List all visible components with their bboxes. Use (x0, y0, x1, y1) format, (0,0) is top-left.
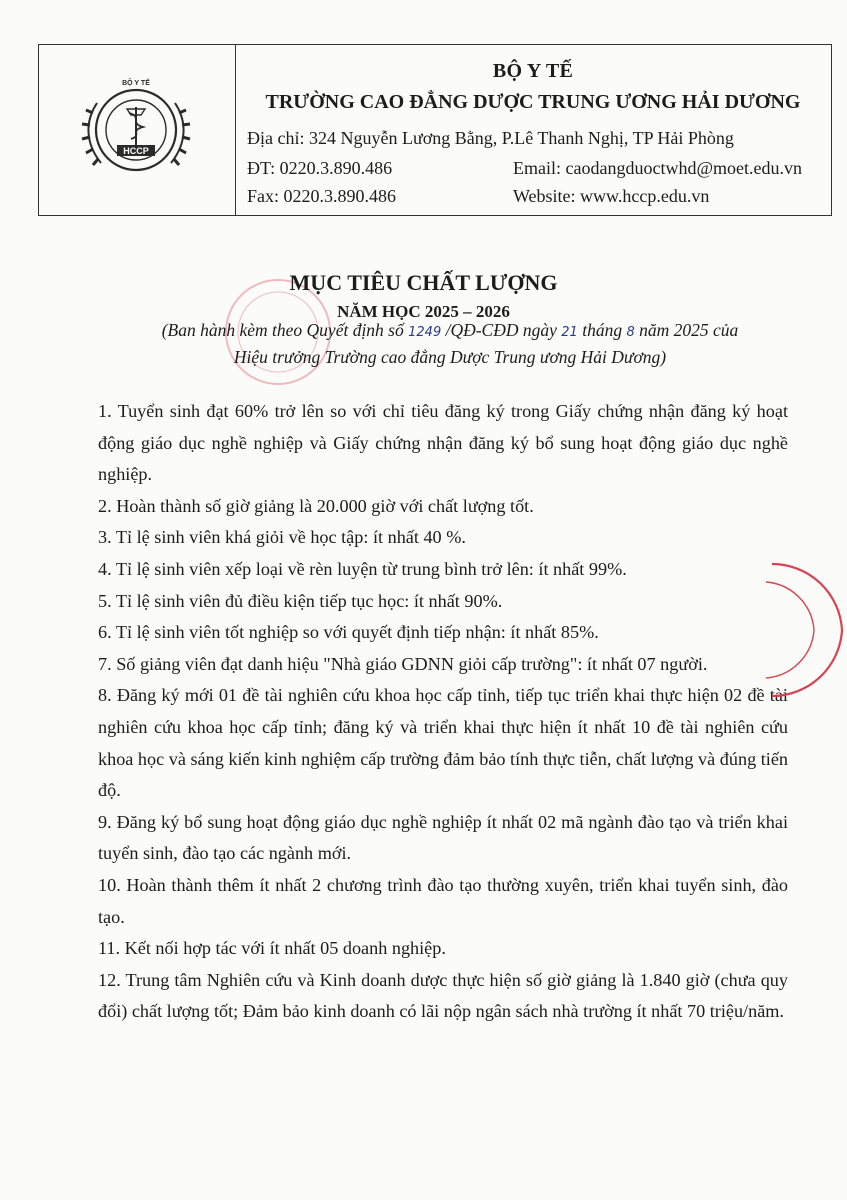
list-item: 2. Hoàn thành số giờ giảng là 20.000 giờ với chất lượng tốt. (98, 495, 534, 516)
website: Website: www.hccp.edu.vn (513, 186, 710, 206)
issuance-line-1 (110, 318, 790, 345)
decision-number: 1249 (408, 325, 442, 340)
document-title: MỤC TIÊU CHẤT LƯỢNG (289, 270, 558, 295)
list-item: 11. Kết nối hợp tác với ít nhất 05 doanh nghiệp. (98, 938, 446, 959)
decision-day: 21 (561, 325, 578, 340)
list-item: 7. Số giảng viên đạt danh hiệu "Nhà giáo GDNN giỏi cấp trường": ít nhất 07 người. (98, 653, 708, 674)
fax: Fax: 0220.3.890.486 (247, 186, 397, 206)
issuance-note (110, 318, 790, 369)
logo-abbr: HCCP (123, 146, 149, 156)
list-item: 6. Tỉ lệ sinh viên tốt nghiệp so với quyết định tiếp nhận: ít nhất 85%. (98, 622, 599, 643)
issued-text-d: năm 2025 của (634, 320, 739, 340)
issued-text-b: /QĐ-CĐD ngày (441, 320, 562, 340)
address: Địa chỉ: 324 Nguyễn Lương Bằng, P.Lê Thanh Nghị, TP Hải Phòng (247, 128, 734, 148)
list-item: 3. Tỉ lệ sinh viên khá giỏi về học tập: ít nhất 40 %. (98, 527, 466, 548)
list-item: 12. Trung tâm Nghiên cứu và Kinh doanh dược thực hiện số giờ giảng là 1.840 giờ (chưa quy đổi) chất lượng tốt; Đảm bảo kinh doanh có lãi nộp ngân sách nhà trường ít nhất 70 triệu/năm. (98, 969, 788, 1022)
decision-month: 8 (626, 325, 635, 340)
list-item: 8. Đăng ký mới 01 đề tài nghiên cứu khoa học cấp tỉnh, tiếp tục triển khai thực hiện 02 đề tài nghiên cứu khoa học cấp tỉnh; đăng ký và triển khai thực hiện ít nhất 10 đề tài nghiên cứu khoa học và sáng kiến kinh nghiệm cấp trường đảm bảo tính thực tiễn, chất lượng và đúng tiến độ. (98, 685, 788, 801)
list-item: 10. Hoàn thành thêm ít nhất 2 chương trình đào tạo thường xuyên, triển khai tuyển sinh, đào tạo. (98, 874, 788, 927)
logo-top-text: BỘ Y TẾ (122, 80, 150, 87)
document-subtitle: NĂM HỌC 2025 – 2026 (337, 302, 510, 321)
list-item: 1. Tuyển sinh đạt 60% trở lên so với chỉ tiêu đăng ký trong Giấy chứng nhận đăng ký hoạt động giáo dục nghề nghiệp và Giấy chứng nhận đăng ký bổ sung hoạt động giáo dục nghề nghiệp. (98, 401, 788, 485)
school-name: TRƯỜNG CAO ĐẲNG DƯỢC TRUNG ƯƠNG HẢI DƯƠNG (265, 91, 801, 113)
ministry-name: BỘ Y TẾ (492, 60, 574, 82)
school-logo (57, 63, 215, 197)
list-item: 5. Tỉ lệ sinh viên đủ điều kiện tiếp tục học: ít nhất 90%. (98, 590, 503, 611)
red-stamp-icon (752, 560, 847, 700)
quality-objectives-list (98, 396, 788, 1028)
list-item: 4. Tỉ lệ sinh viên xếp loại về rèn luyện từ trung bình trở lên: ít nhất 99%. (98, 558, 627, 579)
issued-text-a: (Ban hành kèm theo Quyết định số (161, 320, 409, 340)
email: Email: caodangduoctwhd@moet.edu.vn (513, 158, 803, 178)
list-item: 9. Đăng ký bổ sung hoạt động giáo dục nghề nghiệp ít nhất 02 mã ngành đào tạo và triển khai tuyển sinh, đào tạo các ngành mới. (98, 811, 788, 864)
letterhead (38, 44, 832, 216)
phone: ĐT: 0220.3.890.486 (247, 158, 393, 178)
issuance-line-2: Hiệu trưởng Trường cao đẳng Dược Trung ương Hải Dương) (233, 347, 667, 367)
issued-text-c: tháng (577, 320, 627, 340)
